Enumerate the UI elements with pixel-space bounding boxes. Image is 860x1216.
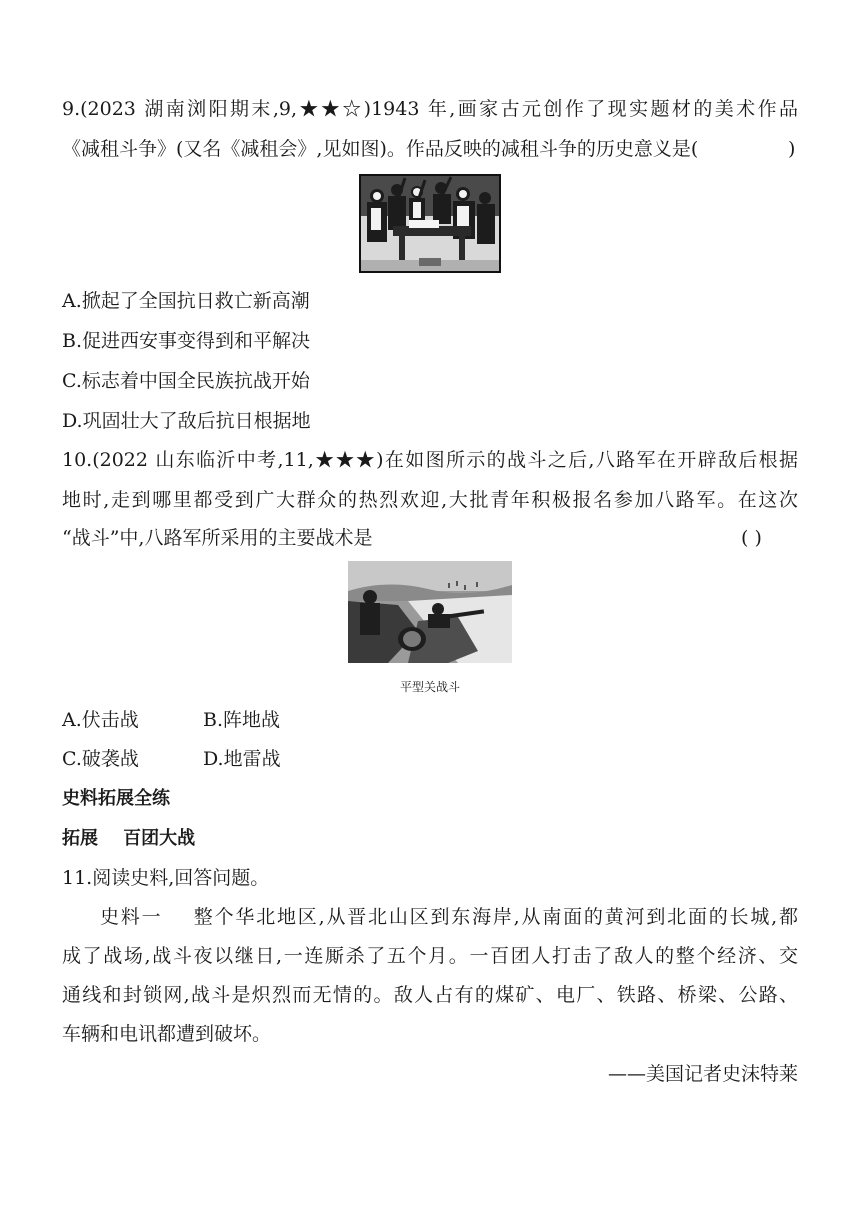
q9-answer-paren: ): [788, 138, 796, 160]
q10-option-b: B.阵地战: [203, 709, 281, 731]
q11-intro: 11.阅读史料,回答问题。: [62, 867, 270, 889]
q11-source1-attribution: ——美国记者史沫特莱: [607, 1063, 798, 1085]
q9-option-c: C.标志着中国全民族抗战开始: [62, 370, 310, 392]
q9-option-b: B.促进西安事变得到和平解决: [62, 330, 311, 352]
q10-stem-line2: 地时,走到哪里都受到广大群众的热烈欢迎,大批青年积极报名参加八路军。在这次: [62, 489, 798, 511]
q9-woodcut-image: [359, 174, 501, 273]
q10-answer-paren: ( ): [741, 527, 762, 549]
section-subtitle: 拓展 百团大战: [62, 828, 196, 849]
q10-battle-photo: [348, 561, 512, 663]
q10-stem-line3: “战斗”中,八路军所采用的主要战术是: [62, 527, 373, 549]
q10-option-c: C.破袭战: [62, 748, 139, 770]
q11-source1-line3: 通线和封锁网,战斗是炽烈而无情的。敌人占有的煤矿、电厂、铁路、桥梁、公路、: [62, 984, 798, 1006]
section-title: 史料拓展全练: [62, 788, 170, 809]
q9-option-d: D.巩固壮大了敌后抗日根据地: [62, 410, 311, 432]
q11-source1-line2: 成了战场,战斗夜以继日,一连厮杀了五个月。一百团人打击了敌人的整个经济、交: [62, 945, 798, 967]
q9-stem-line1: 9.(2023 湖南浏阳期末,9,★★☆)1943 年,画家古元创作了现实题材的美术作品: [62, 98, 798, 120]
q9-option-a: A.掀起了全国抗日救亡新高潮: [62, 290, 310, 312]
q11-source1-line4: 车辆和电讯都遭到破坏。: [62, 1023, 272, 1045]
q9-stem-line2: 《减租斗争》(又名《减租会》,见如图)。作品反映的减租斗争的历史意义是(: [62, 138, 699, 160]
q10-stem-line1: 10.(2022 山东临沂中考,11,★★★)在如图所示的战斗之后,八路军在开辟敌后根据: [62, 449, 798, 471]
q10-option-d: D.地雷战: [203, 748, 281, 770]
q11-source1-line1: 史料一 整个华北地区,从晋北山区到东海岸,从南面的黄河到北面的长城,都: [100, 906, 798, 928]
q10-image-caption: 平型关战斗: [399, 680, 460, 694]
q10-option-a: A.伏击战: [62, 709, 139, 731]
